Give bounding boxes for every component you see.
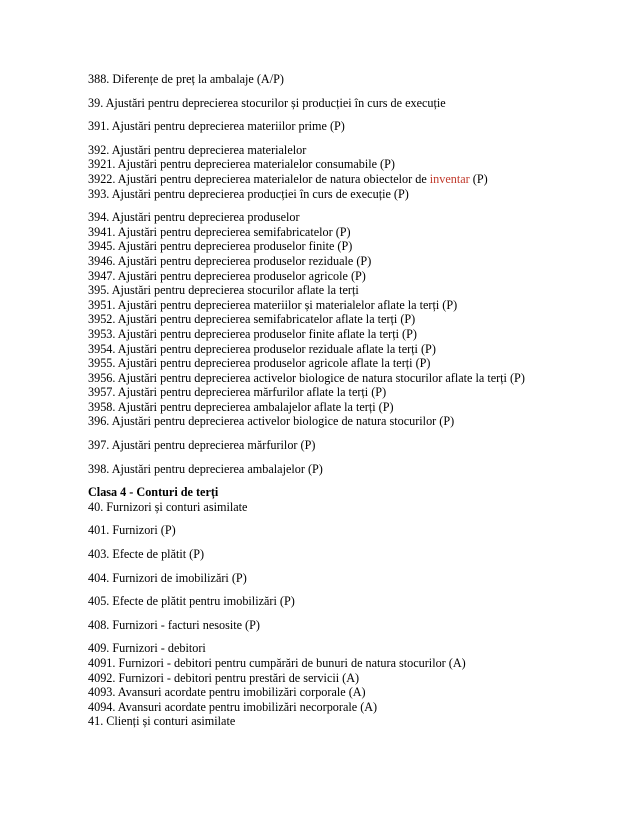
account-line: 3946. Ajustări pentru deprecierea produselor reziduale (P) [88, 253, 372, 268]
account-line: 3954. Ajustări pentru deprecierea produselor reziduale aflate la terți (P) [88, 341, 436, 356]
account-line: 4092. Furnizori - debitori pentru prestări de servicii (A) [88, 670, 360, 685]
account-line: 3956. Ajustări pentru deprecierea activelor biologice de natura stocurilor aflate la terți (P) [88, 370, 525, 385]
account-line: 404. Furnizori de imobilizări (P) [88, 570, 247, 585]
document-page [88, 72, 628, 729]
account-line: 3958. Ajustări pentru deprecierea ambalajelor aflate la terți (P) [88, 399, 394, 414]
account-line: 388. Diferențe de preț la ambalaje (A/P) [88, 72, 284, 86]
account-line: 3921. Ajustări pentru deprecierea materialelor consumabile (P) [88, 157, 395, 172]
account-line: 3941. Ajustări pentru deprecierea semifabricatelor (P) [88, 224, 351, 239]
account-line: 39. Ajustări pentru deprecierea stocurilor și producției în curs de execuție [88, 95, 446, 110]
account-line: 3945. Ajustări pentru deprecierea produselor finite (P) [88, 239, 353, 254]
account-line: 392. Ajustări pentru deprecierea materialelor [88, 142, 307, 157]
account-line: 403. Efecte de plătit (P) [88, 547, 205, 562]
account-line: 398. Ajustări pentru deprecierea ambalajelor (P) [88, 461, 323, 476]
account-line: 408. Furnizori - facturi nesosite (P) [88, 617, 260, 632]
account-text: 3922. Ajustări pentru deprecierea materialelor de natura obiectelor de [88, 171, 430, 186]
account-line: 391. Ajustări pentru deprecierea materiilor prime (P) [88, 119, 345, 134]
account-line: 396. Ajustări pentru deprecierea activelor biologice de natura stocurilor (P) [88, 414, 455, 429]
account-line: 3955. Ajustări pentru deprecierea produselor agricole aflate la terți (P) [88, 356, 431, 371]
account-line: 394. Ajustări pentru deprecierea produselor [88, 210, 300, 225]
account-text: (P) [469, 171, 488, 186]
account-line: 393. Ajustări pentru deprecierea producției în curs de execuție (P) [88, 186, 409, 201]
account-line: 40. Furnizori și conturi asimilate [88, 499, 248, 514]
account-line: 3951. Ajustări pentru deprecierea materiilor și materialelor aflate la terți (P) [88, 297, 458, 312]
section-heading: Clasa 4 - Conturi de terți [88, 485, 219, 500]
highlighted-word: inventar [429, 171, 470, 186]
account-line: 4091. Furnizori - debitori pentru cumpărări de bunuri de natura stocurilor (A) [88, 656, 466, 670]
account-line: 395. Ajustări pentru deprecierea stocurilor aflate la terți [88, 283, 359, 298]
account-line: 4094. Avansuri acordate pentru imobilizări necorporale (A) [88, 699, 378, 714]
account-line: 3953. Ajustări pentru deprecierea produselor finite aflate la terți (P) [88, 326, 417, 341]
account-line: 4093. Avansuri acordate pentru imobilizări corporale (A) [88, 685, 366, 700]
account-line: 409. Furnizori - debitori [88, 641, 206, 656]
account-line: 401. Furnizori (P) [88, 523, 176, 538]
account-line: 3947. Ajustări pentru deprecierea produselor agricole (P) [88, 268, 366, 283]
account-line [88, 172, 628, 187]
account-line: 3952. Ajustări pentru deprecierea semifabricatelor aflate la terți (P) [88, 312, 416, 327]
account-line: 405. Efecte de plătit pentru imobilizări (P) [88, 594, 295, 609]
account-line: 397. Ajustări pentru deprecierea mărfurilor (P) [88, 438, 316, 453]
account-line: 3957. Ajustări pentru deprecierea mărfurilor aflate la terți (P) [88, 385, 387, 400]
account-line: 41. Clienți și conturi asimilate [88, 714, 236, 729]
